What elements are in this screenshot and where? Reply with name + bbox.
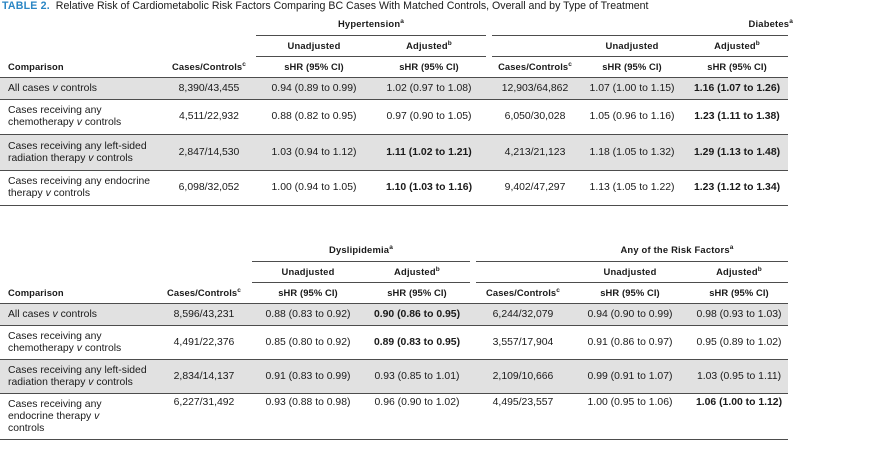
subheader-unadjusted: Unadjusted <box>252 262 364 283</box>
adjusted-shr-cell: 0.90 (0.86 to 0.95) <box>364 304 470 326</box>
unadjusted-shr-cell: 1.03 (0.94 to 1.12) <box>256 135 372 171</box>
column-header-shr: sHR (95% CI) <box>252 283 364 304</box>
results-table-hypertension-diabetes <box>0 13 794 206</box>
row-label: Cases receiving any endocrine therapy v controls <box>0 171 162 206</box>
adjusted-shr-cell: 0.98 (0.93 to 1.03) <box>690 304 788 326</box>
adjusted-shr-cell: 0.93 (0.85 to 1.01) <box>364 360 470 394</box>
table-row <box>0 360 788 394</box>
unadjusted-shr-cell: 0.93 (0.88 to 0.98) <box>252 394 364 440</box>
cases-controls-cell: 8,390/43,455 <box>162 78 256 100</box>
unadjusted-shr-cell: 0.99 (0.91 to 1.07) <box>570 360 690 394</box>
unadjusted-shr-cell: 0.94 (0.90 to 0.99) <box>570 304 690 326</box>
adjusted-shr-cell: 0.89 (0.83 to 0.95) <box>364 326 470 360</box>
row-label: All cases v controls <box>0 78 162 100</box>
table-row <box>0 100 788 135</box>
unadjusted-shr-cell: 1.05 (0.96 to 1.16) <box>578 100 686 135</box>
column-header-comparison: Comparison <box>0 57 162 78</box>
cases-controls-cell: 3,557/17,904 <box>476 326 570 360</box>
row-label: All cases v controls <box>0 304 156 326</box>
adjusted-shr-cell: 1.11 (1.02 to 1.21) <box>372 135 486 171</box>
table-row <box>0 135 788 171</box>
adjusted-shr-cell: 0.95 (0.89 to 1.02) <box>690 326 788 360</box>
unadjusted-shr-cell: 0.85 (0.80 to 0.92) <box>252 326 364 360</box>
subheader-unadjusted: Unadjusted <box>256 36 372 57</box>
row-label: Cases receiving any chemotherapy v controls <box>0 100 162 135</box>
cases-controls-cell: 2,109/10,666 <box>476 360 570 394</box>
group-header-any-risk-factor: Any of the Risk Factors$^a$ <box>476 239 788 262</box>
adjusted-shr-cell: 0.97 (0.90 to 1.05) <box>372 100 486 135</box>
cases-controls-cell: 2,834/14,137 <box>156 360 252 394</box>
unadjusted-shr-cell: 1.18 (1.05 to 1.32) <box>578 135 686 171</box>
subheader-adjusted: Adjusted$^b$ <box>372 36 486 57</box>
unadjusted-shr-cell: 0.91 (0.83 to 0.99) <box>252 360 364 394</box>
subheader-unadjusted: Unadjusted <box>570 262 690 283</box>
row-label: Cases receiving any endocrine therapy v controls <box>0 394 156 440</box>
column-header-cases-controls: Cases/Controls$^c$ <box>162 57 256 78</box>
cases-controls-cell: 4,213/21,123 <box>492 135 578 171</box>
table-label: TABLE 2. <box>2 0 50 12</box>
adjusted-shr-cell: 1.03 (0.95 to 1.11) <box>690 360 788 394</box>
adjusted-shr-cell: 1.10 (1.03 to 1.16) <box>372 171 486 206</box>
subheader-adjusted: Adjusted$^b$ <box>364 262 470 283</box>
cases-controls-cell: 12,903/64,862 <box>492 78 578 100</box>
table-caption-text: Relative Risk of Cardiometabolic Risk Factors Comparing BC Cases With Matched Controls, Overall and by Type of Treatment <box>55 0 649 12</box>
column-header-shr: sHR (95% CI) <box>578 57 686 78</box>
row-label: Cases receiving any left-sided radiation therapy v controls <box>0 135 162 171</box>
table-caption <box>2 0 786 12</box>
subheader-adjusted: Adjusted$^b$ <box>686 36 788 57</box>
cases-controls-cell: 2,847/14,530 <box>162 135 256 171</box>
column-header-shr: sHR (95% CI) <box>686 57 788 78</box>
cases-controls-cell: 6,098/32,052 <box>162 171 256 206</box>
cases-controls-cell: 8,596/43,231 <box>156 304 252 326</box>
cases-controls-cell: 4,511/22,932 <box>162 100 256 135</box>
cases-controls-cell: 9,402/47,297 <box>492 171 578 206</box>
column-header-cases-controls: Cases/Controls$^c$ <box>492 57 578 78</box>
subheader-unadjusted: Unadjusted <box>578 36 686 57</box>
column-header-cases-controls: Cases/Controls$^c$ <box>476 283 570 304</box>
cases-controls-cell: 6,244/32,079 <box>476 304 570 326</box>
group-header-hypertension: Hypertension$^a$ <box>256 13 486 36</box>
unadjusted-shr-cell: 1.07 (1.00 to 1.15) <box>578 78 686 100</box>
adjusted-shr-cell: 1.02 (0.97 to 1.08) <box>372 78 486 100</box>
group-header-diabetes: Diabetes$^a$ <box>492 13 788 36</box>
column-header-cases-controls: Cases/Controls$^c$ <box>156 283 252 304</box>
column-header-shr: sHR (95% CI) <box>364 283 470 304</box>
column-header-shr: sHR (95% CI) <box>570 283 690 304</box>
unadjusted-shr-cell: 1.00 (0.95 to 1.06) <box>570 394 690 440</box>
table-row <box>0 326 788 360</box>
unadjusted-shr-cell: 0.88 (0.82 to 0.95) <box>256 100 372 135</box>
unadjusted-shr-cell: 0.88 (0.83 to 0.92) <box>252 304 364 326</box>
column-header-shr: sHR (95% CI) <box>372 57 486 78</box>
unadjusted-shr-cell: 0.91 (0.86 to 0.97) <box>570 326 690 360</box>
unadjusted-shr-cell: 0.94 (0.89 to 0.99) <box>256 78 372 100</box>
column-header-shr: sHR (95% CI) <box>256 57 372 78</box>
results-table-dyslipidemia-any <box>0 239 788 440</box>
column-header-comparison: Comparison <box>0 283 156 304</box>
column-header-shr: sHR (95% CI) <box>690 283 788 304</box>
adjusted-shr-cell: 1.29 (1.13 to 1.48) <box>686 135 788 171</box>
cases-controls-cell: 4,491/22,376 <box>156 326 252 360</box>
table-row <box>0 78 788 100</box>
adjusted-shr-cell: 0.96 (0.90 to 1.02) <box>364 394 470 440</box>
row-label: Cases receiving any left-sided radiation therapy v controls <box>0 360 156 394</box>
cases-controls-cell: 4,495/23,557 <box>476 394 570 440</box>
adjusted-shr-cell: 1.06 (1.00 to 1.12) <box>690 394 788 440</box>
table-row <box>0 171 788 206</box>
table-row <box>0 304 788 326</box>
table-row <box>0 394 788 440</box>
unadjusted-shr-cell: 1.13 (1.05 to 1.22) <box>578 171 686 206</box>
adjusted-shr-cell: 1.16 (1.07 to 1.26) <box>686 78 788 100</box>
cases-controls-cell: 6,227/31,492 <box>156 394 252 440</box>
unadjusted-shr-cell: 1.00 (0.94 to 1.05) <box>256 171 372 206</box>
adjusted-shr-cell: 1.23 (1.12 to 1.34) <box>686 171 788 206</box>
cases-controls-cell: 6,050/30,028 <box>492 100 578 135</box>
adjusted-shr-cell: 1.23 (1.11 to 1.38) <box>686 100 788 135</box>
subheader-adjusted: Adjusted$^b$ <box>690 262 788 283</box>
group-header-dyslipidemia: Dyslipidemia$^a$ <box>252 239 470 262</box>
row-label: Cases receiving any chemotherapy v controls <box>0 326 156 360</box>
